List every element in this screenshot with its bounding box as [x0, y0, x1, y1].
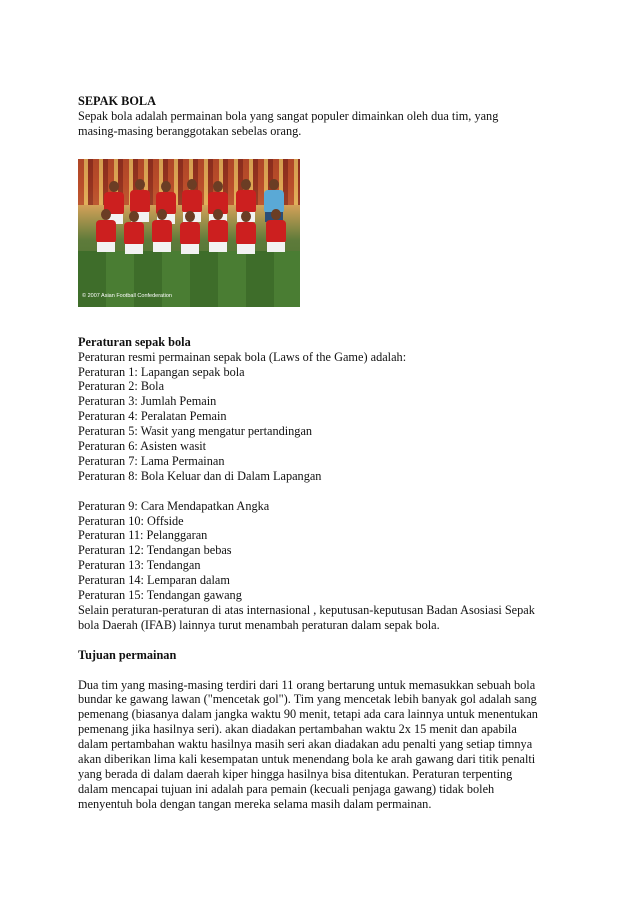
goal-paragraph — [78, 678, 568, 812]
rule-item: Peraturan 15: Tendangan gawang — [78, 588, 242, 603]
goal-line: dalam pertambahan waktu hasilnya masih seri akan diadakan adu penalti yang setiap timnya — [78, 737, 533, 752]
photo-caption: © 2007 Asian Football Confederation — [82, 292, 172, 299]
rules-heading: Peraturan sepak bola — [78, 334, 191, 349]
goal-line: Dua tim yang masing-masing terdiri dari 11 orang bertarung untuk memasukkan sebuah bola — [78, 677, 536, 692]
goal-heading: Tujuan permainan — [78, 647, 177, 662]
rule-item: Peraturan 5: Wasit yang mengatur pertandingan — [78, 424, 313, 439]
goal-line: yang berada di dalam daerah kiper hingga hasilnya bisa ditentukan. Peraturan terpenting — [78, 766, 513, 781]
rule-item: Peraturan 14: Lemparan dalam — [78, 573, 230, 588]
goal-line: pemenang jika hasilnya seri). akan diadakan pertambahan waktu 2x 15 menit dan apabila — [78, 722, 517, 737]
rule-item: Peraturan 12: Tendangan bebas — [78, 543, 232, 558]
rules-list — [78, 365, 568, 603]
rule-item: Peraturan 2: Bola — [78, 379, 165, 394]
rules-intro: Peraturan resmi permainan sepak bola (Laws of the Game) adalah: — [78, 349, 407, 364]
rule-item: Peraturan 7: Lama Permainan — [78, 453, 225, 468]
rule-item: Peraturan 8: Bola Keluar dan di Dalam Lapangan — [78, 468, 322, 483]
goal-line: menyentuh bola dengan tangan mereka selama masih dalam permainan. — [78, 796, 432, 811]
rule-item: Peraturan 9: Cara Mendapatkan Angka — [78, 498, 270, 513]
document-page — [78, 94, 568, 812]
goal-line: dalam mencapai tujuan ini adalah para pemain (kecuali penjaga gawang) tidak boleh — [78, 781, 495, 796]
document-title: SEPAK BOLA — [78, 94, 157, 108]
team-photo — [78, 159, 300, 307]
rule-item: Peraturan 4: Peralatan Pemain — [78, 409, 227, 424]
rule-item: Peraturan 6: Asisten wasit — [78, 439, 207, 454]
rule-item: Peraturan 1: Lapangan sepak bola — [78, 364, 245, 379]
goal-line: akan diberikan lima kali kesempatan untuk menendang bola ke arah gawang dari titik penalti — [78, 752, 536, 767]
rule-item: Peraturan 10: Offside — [78, 513, 184, 528]
rule-item: Peraturan 13: Tendangan — [78, 558, 201, 573]
rules-note-line-1: Selain peraturan-peraturan di atas internasional , keputusan-keputusan Badan Asosiasi Sepak — [78, 603, 535, 618]
rule-item: Peraturan 11: Pelanggaran — [78, 528, 208, 543]
rule-item: Peraturan 3: Jumlah Pemain — [78, 394, 217, 409]
intro-line-1: Sepak bola adalah permainan bola yang sangat populer dimainkan oleh dua tim, yang — [78, 108, 499, 123]
rules-note-line-2: bola Daerah (IFAB) lainnya turut menambah peraturan dalam sepak bola. — [78, 617, 440, 632]
goal-line: pemenang (biasanya dalam jangka waktu 90 menit, tetapi ada cara lainnya untuk menentukan — [78, 707, 538, 722]
goal-line: bundar ke gawang lawan ("mencetak gol"). Tim yang mencetak lebih banyak gol adalah sang — [78, 692, 537, 707]
intro-line-2: masing-masing beranggotakan sebelas orang. — [78, 123, 302, 138]
